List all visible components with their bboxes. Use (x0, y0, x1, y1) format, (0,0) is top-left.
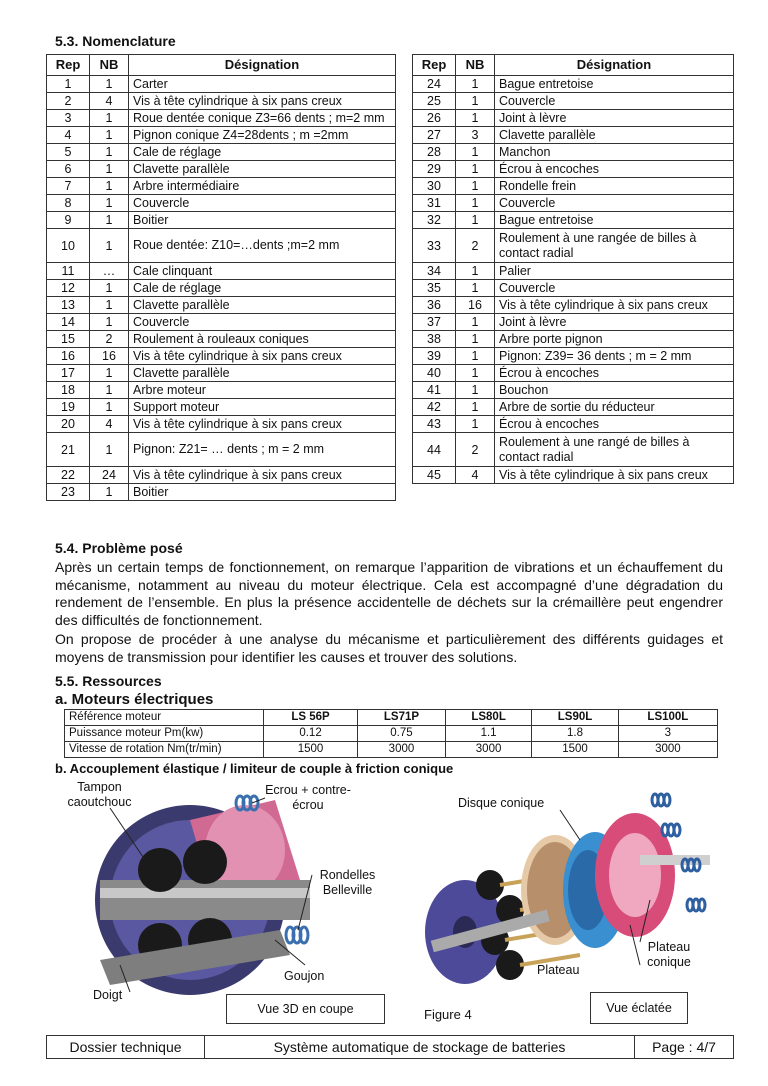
cell-designation: Roulement à une rangé de billes à contact radial (495, 433, 734, 467)
cell-rep: 37 (413, 314, 456, 331)
cell-designation: Palier (495, 263, 734, 280)
cell-rep: 18 (47, 382, 90, 399)
cell-nb: … (90, 263, 129, 280)
table-row (413, 212, 734, 229)
cell-nb: 1 (90, 144, 129, 161)
cell-designation: Roulement à une rangée de billes à contact radial (495, 229, 734, 263)
motor-label-speed: Vitesse de rotation Nm(tr/min) (65, 742, 264, 758)
footer-left: Dossier technique (47, 1036, 205, 1059)
table-row (413, 178, 734, 195)
table-row (47, 110, 396, 127)
cell-rep: 22 (47, 467, 90, 484)
cell-nb: 1 (90, 76, 129, 93)
cell-rep: 33 (413, 229, 456, 263)
cell-rep: 35 (413, 280, 456, 297)
table-row (413, 331, 734, 348)
cell-designation: Bague entretoise (495, 76, 734, 93)
col-header-rep: Rep (413, 55, 456, 76)
cell-designation: Vis à tête cylindrique à six pans creux (495, 467, 734, 484)
table-row (47, 161, 396, 178)
cell-nb: 1 (90, 195, 129, 212)
cell-designation: Carter (129, 76, 396, 93)
cell-rep: 1 (47, 76, 90, 93)
cell-nb: 1 (456, 314, 495, 331)
cell-rep: 26 (413, 110, 456, 127)
cell-designation: Clavette parallèle (495, 127, 734, 144)
cell-nb: 1 (456, 263, 495, 280)
cell-rep: 10 (47, 229, 90, 263)
cell-designation: Support moteur (129, 399, 396, 416)
table-row (413, 382, 734, 399)
table-row (47, 195, 396, 212)
motor-speed: 3000 (445, 742, 531, 758)
footer (46, 1035, 734, 1059)
cell-rep: 7 (47, 178, 90, 195)
table-row (413, 127, 734, 144)
cell-rep: 41 (413, 382, 456, 399)
cell-designation: Cale de réglage (129, 144, 396, 161)
cell-nb: 1 (456, 178, 495, 195)
table-row (413, 229, 734, 263)
cell-rep: 9 (47, 212, 90, 229)
cell-nb: 1 (90, 178, 129, 195)
cell-designation: Vis à tête cylindrique à six pans creux (495, 297, 734, 314)
cell-rep: 20 (47, 416, 90, 433)
cell-rep: 44 (413, 433, 456, 467)
label-rondelles: Rondelles Belleville (319, 868, 376, 897)
cell-rep: 3 (47, 110, 90, 127)
motor-label-power: Puissance moteur Pm(kw) (65, 726, 264, 742)
table-row (413, 263, 734, 280)
cell-designation: Clavette parallèle (129, 161, 396, 178)
nomenclature-table-left (46, 54, 396, 501)
table-row (47, 433, 396, 467)
label-vue-3d: Vue 3D en coupe (226, 994, 385, 1024)
table-row (47, 229, 396, 263)
cell-nb: 1 (90, 127, 129, 144)
col-header-nb: NB (90, 55, 129, 76)
section-heading-nomenclature: 5.3. Nomenclature (55, 33, 176, 49)
motor-power: 3 (618, 726, 717, 742)
cell-nb: 4 (456, 467, 495, 484)
cell-nb: 1 (90, 484, 129, 501)
cell-rep: 40 (413, 365, 456, 382)
cell-rep: 45 (413, 467, 456, 484)
motor-power: 0.12 (264, 726, 358, 742)
cell-nb: 1 (456, 93, 495, 110)
cell-designation: Bouchon (495, 382, 734, 399)
cell-designation: Joint à lèvre (495, 110, 734, 127)
table-row (47, 467, 396, 484)
cell-rep: 25 (413, 93, 456, 110)
cell-designation: Boitier (129, 212, 396, 229)
section-heading-probleme: 5.4. Problème posé (55, 540, 183, 556)
cell-rep: 24 (413, 76, 456, 93)
table-row (47, 144, 396, 161)
table-row (413, 297, 734, 314)
table-row (47, 399, 396, 416)
footer-center: Système automatique de stockage de batteries (205, 1036, 635, 1059)
cell-designation: Couvercle (495, 195, 734, 212)
cell-designation: Manchon (495, 144, 734, 161)
cell-nb: 16 (456, 297, 495, 314)
table-row (413, 399, 734, 416)
cell-nb: 1 (90, 161, 129, 178)
cell-nb: 4 (90, 416, 129, 433)
motor-power: 1.1 (445, 726, 531, 742)
table-row (413, 280, 734, 297)
cell-rep: 31 (413, 195, 456, 212)
table-row (413, 110, 734, 127)
table-row (47, 76, 396, 93)
table-row (413, 348, 734, 365)
label-ecrou: Ecrou + contre-écrou (265, 783, 351, 812)
col-header-rep: Rep (47, 55, 90, 76)
cell-nb: 1 (456, 212, 495, 229)
cell-designation: Vis à tête cylindrique à six pans creux (129, 416, 396, 433)
cell-designation: Arbre porte pignon (495, 331, 734, 348)
table-row (47, 416, 396, 433)
cell-rep: 12 (47, 280, 90, 297)
cell-nb: 1 (456, 195, 495, 212)
probleme-paragraph-1: Après un certain temps de fonctionnement, on remarque l’apparition de vibrations et un échauffement du mécanisme, notamment au niveau du moteur électrique. Cela est accompagné d’une dégradation du rendement de l’ensemble. En plus la présence accidentelle de déchets sur la crémaillère peut engendrer des difficultés de fonctionnement. (55, 559, 723, 628)
subheading-moteurs: a. Moteurs électriques (55, 691, 214, 708)
cell-nb: 1 (456, 144, 495, 161)
cell-designation: Roulement à rouleaux coniques (129, 331, 396, 348)
table-row (47, 484, 396, 501)
cell-nb: 1 (90, 399, 129, 416)
label-plateau-conique: Plateau conique (647, 940, 691, 969)
table-row (47, 297, 396, 314)
cell-designation: Pignon: Z21= … dents ; m = 2 mm (129, 433, 396, 467)
table-row (47, 348, 396, 365)
col-header-nb: NB (456, 55, 495, 76)
cell-nb: 1 (456, 161, 495, 178)
cell-rep: 42 (413, 399, 456, 416)
cell-designation: Arbre de sortie du réducteur (495, 399, 734, 416)
table-row (47, 212, 396, 229)
cell-nb: 1 (456, 416, 495, 433)
motor-table (64, 709, 718, 758)
col-header-designation: Désignation (495, 55, 734, 76)
probleme-paragraph-2: On propose de procéder à une analyse du mécanisme et particulièrement des différents guidages et moyens de transmission pour identifier les causes et trouver des solutions. (55, 631, 723, 665)
cell-rep: 8 (47, 195, 90, 212)
motor-model: LS100L (618, 710, 717, 726)
cell-rep: 4 (47, 127, 90, 144)
cell-rep: 11 (47, 263, 90, 280)
table-row (47, 127, 396, 144)
motor-power: 1.8 (532, 726, 618, 742)
cell-rep: 39 (413, 348, 456, 365)
cell-nb: 1 (90, 382, 129, 399)
figure-caption: Figure 4 (424, 1007, 472, 1022)
table-row (47, 314, 396, 331)
cell-designation: Cale de réglage (129, 280, 396, 297)
motor-speed: 3000 (618, 742, 717, 758)
table-row (413, 416, 734, 433)
cell-nb: 1 (90, 314, 129, 331)
cell-designation: Roue dentée conique Z3=66 dents ; m=2 mm (129, 110, 396, 127)
cell-nb: 1 (90, 280, 129, 297)
label-goujon: Goujon (284, 969, 325, 983)
cell-designation: Rondelle frein (495, 178, 734, 195)
label-vue-eclatee: Vue éclatée (590, 992, 688, 1024)
table-row (47, 331, 396, 348)
cell-rep: 21 (47, 433, 90, 467)
cell-designation: Arbre intermédiaire (129, 178, 396, 195)
cell-designation: Vis à tête cylindrique à six pans creux (129, 467, 396, 484)
cell-rep: 16 (47, 348, 90, 365)
cell-designation: Couvercle (495, 93, 734, 110)
cell-nb: 16 (90, 348, 129, 365)
table-row (413, 467, 734, 484)
cell-nb: 2 (90, 331, 129, 348)
cell-nb: 3 (456, 127, 495, 144)
cell-designation: Vis à tête cylindrique à six pans creux (129, 93, 396, 110)
cell-nb: 24 (90, 467, 129, 484)
cell-rep: 13 (47, 297, 90, 314)
cell-rep: 43 (413, 416, 456, 433)
cell-designation: Arbre moteur (129, 382, 396, 399)
cell-designation: Clavette parallèle (129, 297, 396, 314)
table-row (413, 161, 734, 178)
cell-rep: 17 (47, 365, 90, 382)
cell-designation: Couvercle (129, 314, 396, 331)
table-row (47, 382, 396, 399)
cell-rep: 36 (413, 297, 456, 314)
cell-rep: 15 (47, 331, 90, 348)
table-row (47, 263, 396, 280)
table-row (47, 178, 396, 195)
cell-designation: Couvercle (129, 195, 396, 212)
motor-speed: 1500 (532, 742, 618, 758)
footer-page: Page : 4/7 (635, 1036, 734, 1059)
cell-rep: 29 (413, 161, 456, 178)
cell-nb: 1 (90, 229, 129, 263)
cell-designation: Cale clinquant (129, 263, 396, 280)
motor-power: 0.75 (358, 726, 446, 742)
cell-designation: Boitier (129, 484, 396, 501)
cell-nb: 1 (456, 76, 495, 93)
table-row (47, 93, 396, 110)
cell-designation: Écrou à encoches (495, 365, 734, 382)
cell-nb: 1 (90, 433, 129, 467)
cell-designation: Clavette parallèle (129, 365, 396, 382)
table-row (47, 365, 396, 382)
cell-rep: 28 (413, 144, 456, 161)
table-row (413, 195, 734, 212)
cell-nb: 1 (456, 110, 495, 127)
table-row (413, 76, 734, 93)
table-row (413, 433, 734, 467)
subheading-accouplement: b. Accouplement élastique / limiteur de couple à friction conique (55, 761, 454, 776)
cell-rep: 38 (413, 331, 456, 348)
cell-nb: 1 (456, 365, 495, 382)
cell-rep: 5 (47, 144, 90, 161)
table-row (413, 314, 734, 331)
cell-designation: Couvercle (495, 280, 734, 297)
cell-nb: 1 (456, 399, 495, 416)
cell-nb: 1 (90, 365, 129, 382)
table-row (413, 144, 734, 161)
cell-designation: Pignon conique Z4=28dents ; m =2mm (129, 127, 396, 144)
cell-designation: Écrou à encoches (495, 161, 734, 178)
cell-designation: Bague entretoise (495, 212, 734, 229)
motor-speed: 1500 (264, 742, 358, 758)
cell-nb: 2 (456, 229, 495, 263)
cell-nb: 1 (456, 382, 495, 399)
cell-rep: 27 (413, 127, 456, 144)
cell-designation: Joint à lèvre (495, 314, 734, 331)
cell-rep: 32 (413, 212, 456, 229)
cell-nb: 1 (90, 110, 129, 127)
cell-rep: 2 (47, 93, 90, 110)
cell-designation: Pignon: Z39= 36 dents ; m = 2 mm (495, 348, 734, 365)
label-plateau: Plateau (537, 963, 580, 977)
cell-designation: Écrou à encoches (495, 416, 734, 433)
cell-rep: 30 (413, 178, 456, 195)
coupling-cut-view (95, 796, 310, 995)
label-disque-conique: Disque conique (458, 796, 545, 810)
motor-model: LS90L (532, 710, 618, 726)
cell-nb: 1 (456, 331, 495, 348)
table-row (413, 365, 734, 382)
nomenclature-table-right (412, 54, 734, 484)
cell-nb: 1 (90, 212, 129, 229)
cell-rep: 6 (47, 161, 90, 178)
motor-label-ref: Référence moteur (65, 710, 264, 726)
motor-model: LS 56P (264, 710, 358, 726)
cell-rep: 23 (47, 484, 90, 501)
cell-rep: 19 (47, 399, 90, 416)
cell-nb: 2 (456, 433, 495, 467)
cell-rep: 14 (47, 314, 90, 331)
cell-nb: 1 (90, 297, 129, 314)
motor-speed: 3000 (358, 742, 446, 758)
section-heading-ressources: 5.5. Ressources (55, 673, 162, 689)
cell-nb: 4 (90, 93, 129, 110)
motor-model: LS71P (358, 710, 446, 726)
cell-rep: 34 (413, 263, 456, 280)
cell-designation: Vis à tête cylindrique à six pans creux (129, 348, 396, 365)
cell-nb: 1 (456, 348, 495, 365)
motor-model: LS80L (445, 710, 531, 726)
table-row (47, 280, 396, 297)
col-header-designation: Désignation (129, 55, 396, 76)
label-doigt: Doigt (93, 988, 123, 1002)
cell-nb: 1 (456, 280, 495, 297)
table-row (413, 93, 734, 110)
cell-designation: Roue dentée: Z10=…dents ;m=2 mm (129, 229, 396, 263)
label-tampon: Tampon caoutchouc (67, 780, 132, 809)
